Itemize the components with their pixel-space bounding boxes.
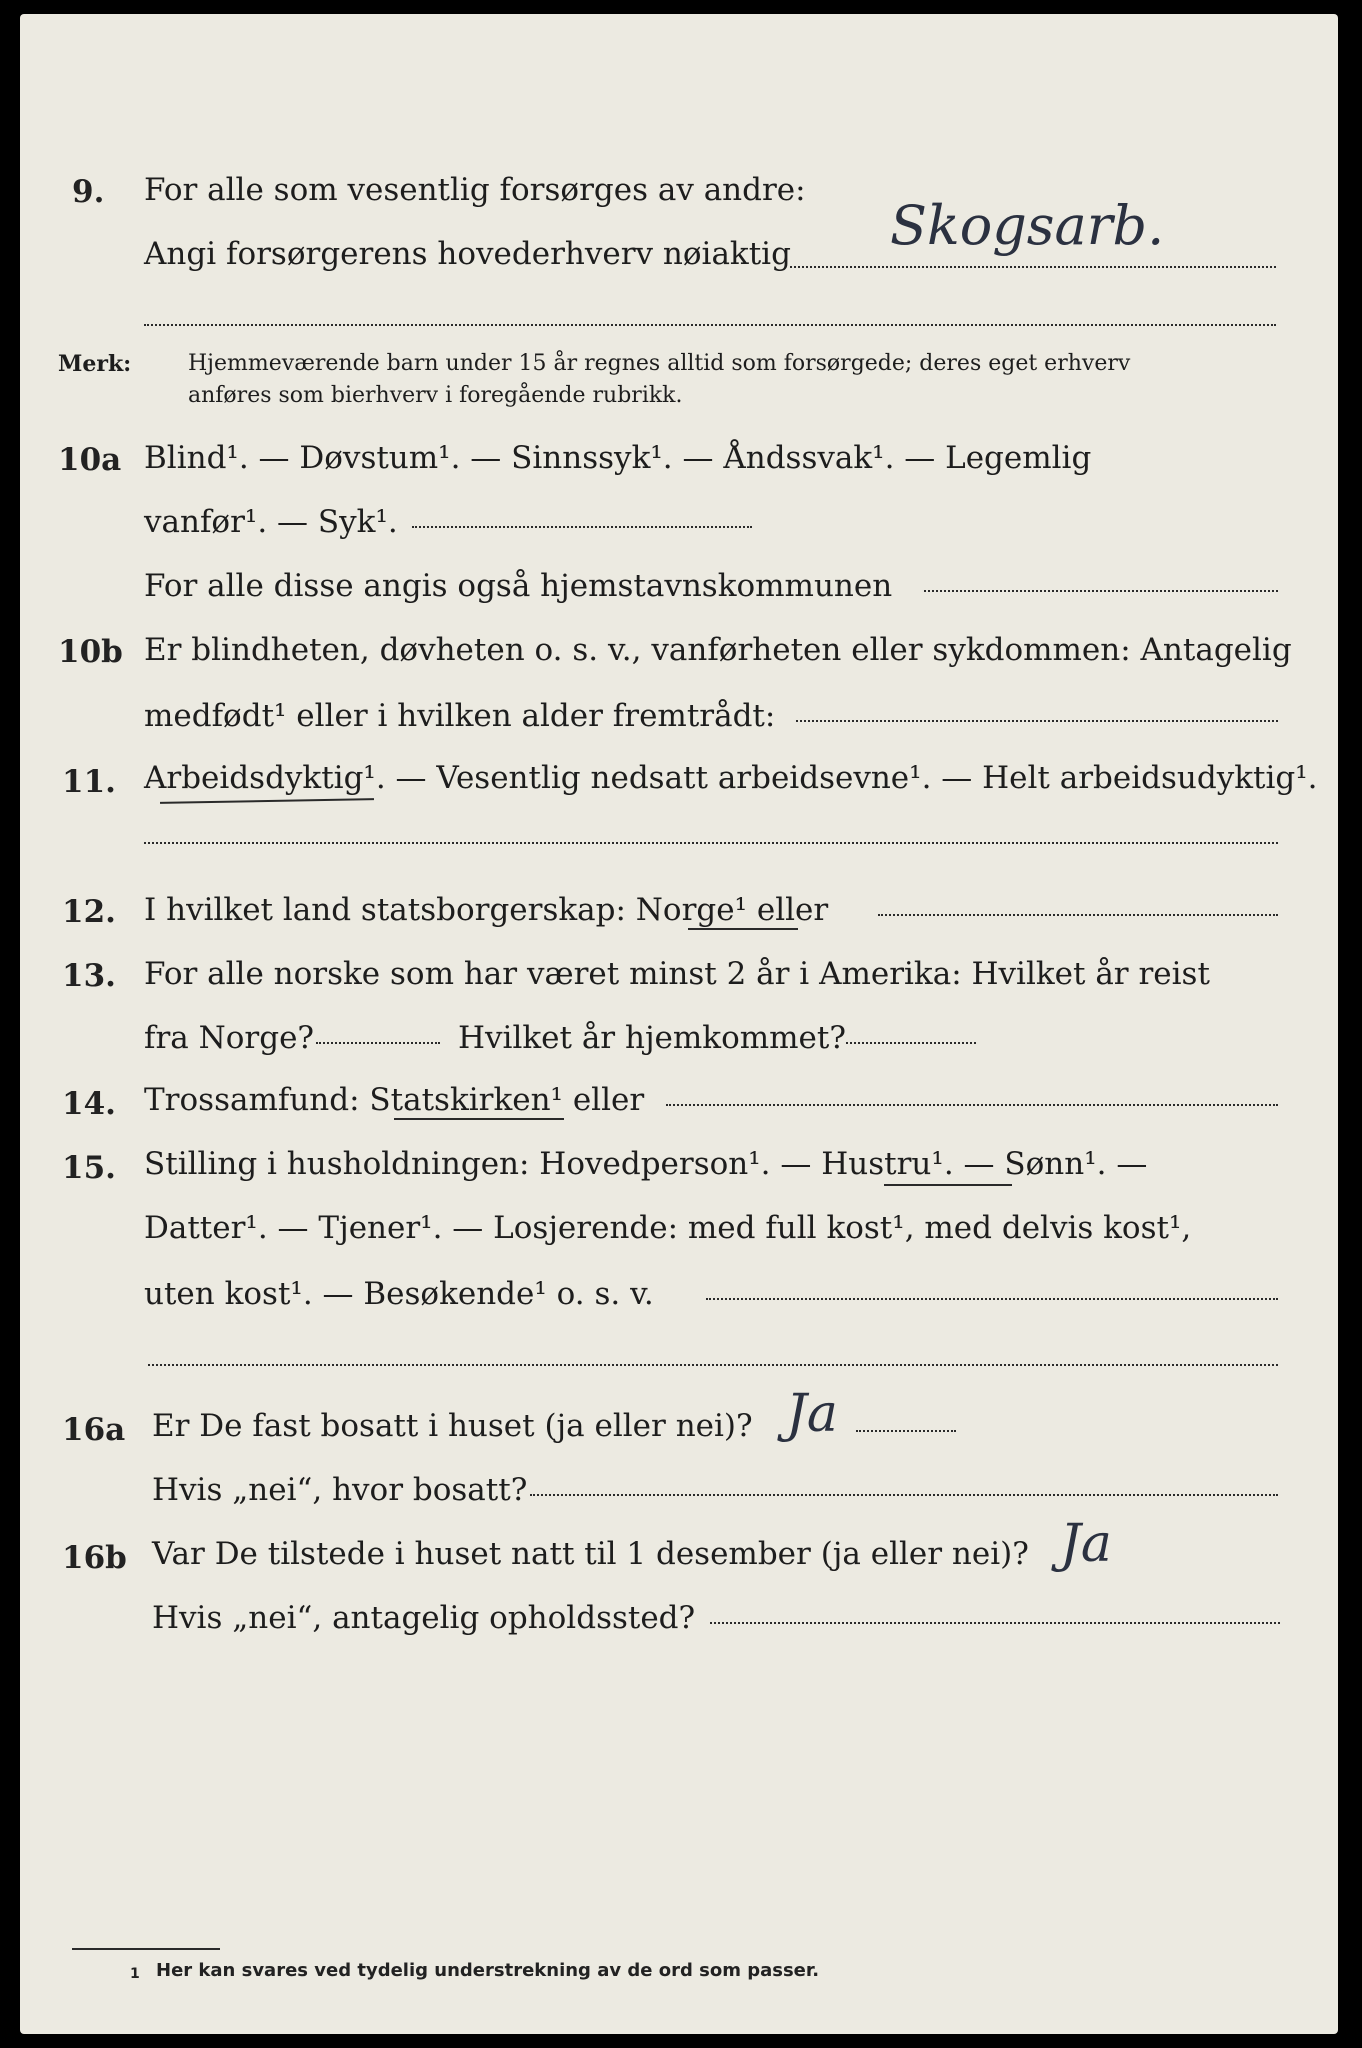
q15-line2: Datter¹. — Tjener¹. — Losjerende: med full kost¹, med delvis kost¹, — [144, 1210, 1192, 1246]
q9-handwritten-answer: Skogsarb. — [890, 194, 1165, 257]
q16b-opholdssted-line — [710, 1622, 1280, 1624]
q10a-syk-line — [412, 526, 752, 528]
q10b-number: 10b — [58, 634, 123, 670]
q14-number: 14. — [62, 1086, 116, 1122]
footnote-rule — [72, 1948, 220, 1950]
q14-text: Trossamfund: Statskirken¹ eller — [144, 1082, 645, 1118]
q13-line1: For alle norske som har været minst 2 år i Amerika: Hvilket år reist — [144, 956, 1210, 992]
q12-number: 12. — [62, 894, 116, 930]
q9-line1: For alle som vesentlig forsørges av andre: — [144, 172, 806, 208]
q15-number: 15. — [62, 1150, 116, 1186]
q12-text: I hvilket land statsborgerskap: Norge¹ eller — [144, 892, 829, 928]
q16b-number: 16b — [62, 1540, 127, 1576]
q10a-line2: vanfør¹. — Syk¹. — [144, 504, 398, 540]
q11-number: 11. — [62, 764, 116, 800]
q9-line2: Angi forsørgerens hovederhverv nøiaktig — [144, 236, 791, 272]
q10b-line2: medfødt¹ eller i hvilken alder fremtrådt: — [144, 698, 776, 734]
census-form-page — [20, 14, 1338, 2034]
q16b-line2: Hvis „nei“, antagelig opholdssted? — [152, 1600, 696, 1636]
q14-answer-line — [666, 1104, 1278, 1106]
q10a-hjemstavn-line — [924, 590, 1278, 592]
q16a-handwritten-answer: Ja — [786, 1384, 838, 1444]
q15-extra-line — [148, 1364, 1278, 1366]
q15-line1: Stilling i husholdningen: Hovedperson¹. — Hustru¹. — Sønn¹. — — [144, 1146, 1148, 1182]
q11-extra-line — [144, 842, 1278, 844]
q16a-answer-line — [856, 1430, 956, 1432]
merk-label: Merk: — [58, 351, 132, 377]
q15-answer-line — [706, 1298, 1278, 1300]
q16b-line1: Var De tilstede i huset natt til 1 desember (ja eller nei)? — [152, 1536, 1029, 1572]
q16b-handwritten-answer: Ja — [1060, 1514, 1112, 1574]
q10b-answer-line — [796, 720, 1278, 722]
q13-number: 13. — [62, 958, 116, 994]
q13-reist-line — [316, 1042, 440, 1044]
q11-handwritten-underline — [160, 798, 374, 804]
footnote-mark: 1 — [130, 1966, 140, 1982]
q15-line3: uten kost¹. — Besøkende¹ o. s. v. — [144, 1276, 654, 1312]
q9-answer-line — [790, 266, 1276, 268]
q10a-number: 10a — [58, 442, 122, 478]
q13-line2b: Hvilket år hjemkommet? — [458, 1020, 846, 1056]
merk-line2: anføres som bierhverv i foregående rubrikk. — [188, 383, 683, 408]
footnote-text: Her kan svares ved tydelig understrekning av de ord som passer. — [156, 1960, 820, 1981]
q10a-line1: Blind¹. — Døvstum¹. — Sinnssyk¹. — Åndssvak¹. — Legemlig — [144, 440, 1092, 476]
q11-text: Arbeidsdyktig¹. — Vesentlig nedsatt arbeidsevne¹. — Helt arbeidsudyktig¹. — [144, 760, 1318, 796]
q16a-line1: Er De fast bosatt i huset (ja eller nei)? — [152, 1408, 753, 1444]
q16a-line2: Hvis „nei“, hvor bosatt? — [152, 1472, 528, 1508]
q9-number: 9. — [72, 174, 105, 210]
q16a-number: 16a — [62, 1412, 126, 1448]
q12-answer-line — [878, 914, 1278, 916]
q9-extra-line — [144, 324, 1276, 326]
q14-handwritten-underline — [394, 1118, 564, 1120]
q13-hjemkommet-line — [846, 1042, 976, 1044]
q12-handwritten-underline — [688, 928, 798, 930]
q15-handwritten-underline — [884, 1184, 1012, 1186]
q10a-line3: For alle disse angis også hjemstavnskommunen — [144, 568, 893, 604]
q16a-bosatt-line — [530, 1494, 1278, 1496]
q10b-line1: Er blindheten, døvheten o. s. v., vanførheten eller sykdommen: Antagelig — [144, 632, 1292, 668]
q13-line2a: fra Norge? — [144, 1020, 315, 1056]
merk-line1: Hjemmeværende barn under 15 år regnes alltid som forsørgede; deres eget erhverv — [188, 351, 1131, 376]
